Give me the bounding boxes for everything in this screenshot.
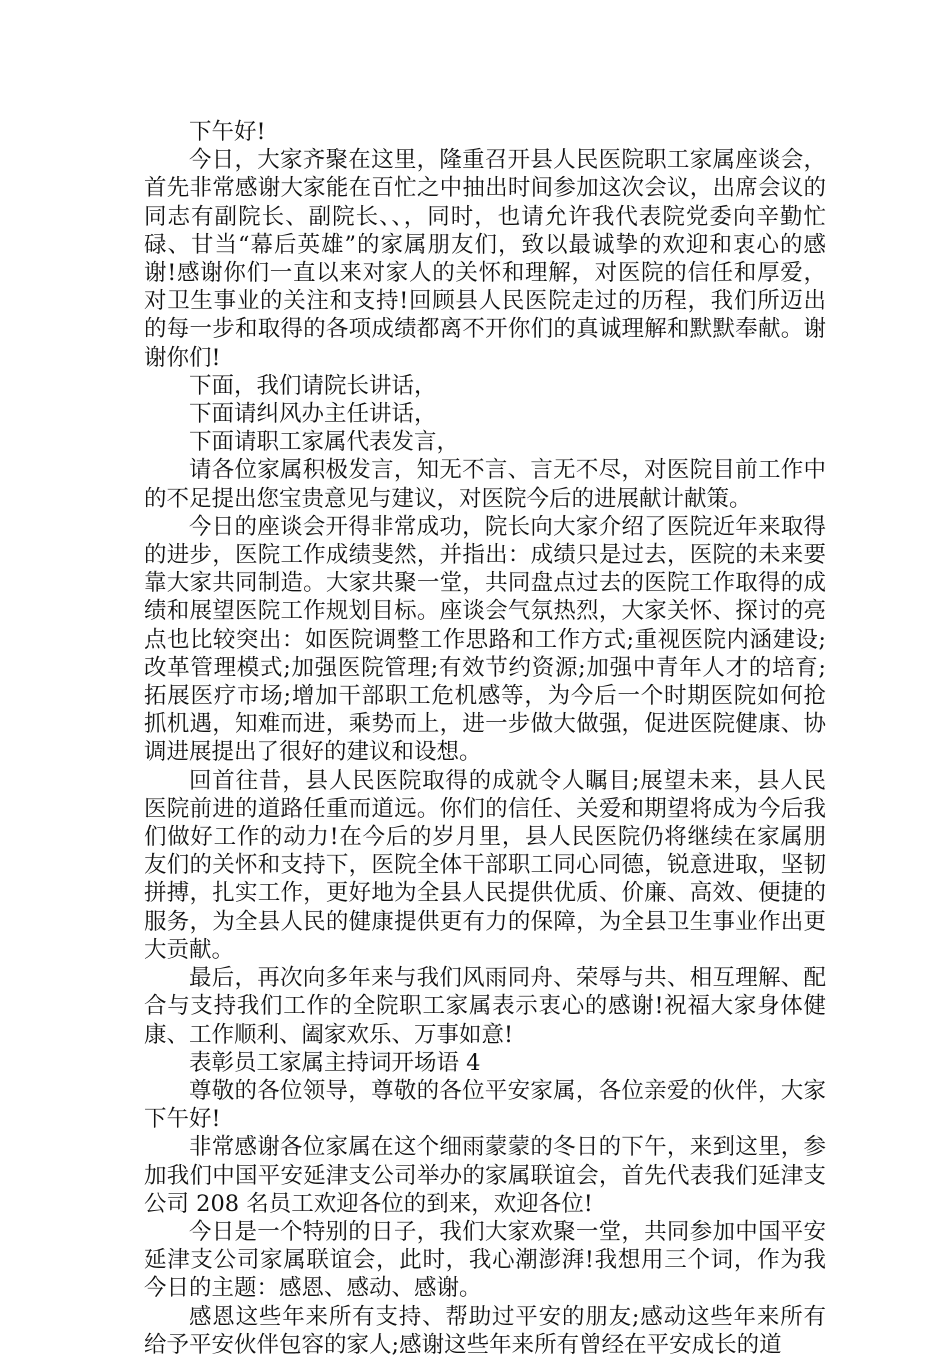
paragraph-special-day: 今日是一个特别的日子，我们大家欢聚一堂，共同参加中国平安延津支公司家属联谊会，此时，我心潮澎湃!我想用三个词，作为我今日的主题：感恩、感动、感谢。	[144, 1218, 826, 1302]
document-body	[144, 118, 826, 1359]
paragraph-director-speech: 下面请纠风办主任讲话，	[189, 401, 437, 428]
paragraph-welcome: 今日，大家齐聚在这里，隆重召开县人民医院职工家属座谈会，首先非常感谢大家能在百忙之中抽出时间参加这次会议，出席会议的同志有副院长、副院长、、，同时，也请允许我代表院党委向辛勤忙碌、甘当“幕后英雄”的家属朋友们，致以最诚挚的欢迎和衷心的感谢!感谢你们一直以来对家人的关怀和理解，对医院的信任和厚爱，对卫生事业的关注和支持!回顾县人民医院走过的历程，我们所迈出的每一步和取得的各项成绩都离不开你们的真诚理解和默默奉献。谢谢你们!	[144, 147, 826, 371]
paragraph-appreciation: 非常感谢各位家属在这个细雨蒙蒙的冬日的下午，来到这里，参加我们中国平安延津支公司举办的家属联谊会，首先代表我们延津支公司 208 名员工欢迎各位的到来，欢迎各位!	[144, 1134, 826, 1217]
paragraph-salutation: 尊敬的各位领导，尊敬的各位平安家属，各位亲爱的伙伴，大家下午好!	[144, 1077, 826, 1133]
paragraph-family-representative: 下面请职工家属代表发言，	[189, 429, 460, 456]
paragraph-president-speech: 下面，我们请院长讲话，	[189, 372, 437, 399]
paragraph-gratitude: 感恩这些年来所有支持、帮助过平安的朋友;感动这些年来所有给予平安伙伴包容的家人;感谢这些年来所有曾经在平安成长的道	[144, 1303, 826, 1358]
paragraph-invite-comments: 请各位家属积极发言，知无不言、言无不尽，对医院目前工作中的不足提出您宝贵意见与建议，对医院今后的进展献计献策。	[144, 457, 826, 512]
paragraph-greeting: 下午好!	[189, 119, 266, 145]
paragraph-meeting-summary: 今日的座谈会开得非常成功，院长向大家介绍了医院近年来取得的进步，医院工作成绩斐然，并指出：成绩只是过去，医院的未来要靠大家共同制造。大家共聚一堂，共同盘点过去的医院工作取得的成绩和展望医院工作规划目标。座谈会气氛热烈，大家关怀、探讨的亮点也比较突出：如医院调整工作思路和工作方式;重视医院内涵建设;改革管理模式;加强医院管理;有效节约资源;加强中青年人才的培育;拓展医疗市场;增加干部职工危机感等，为今后一个时期医院如何抢抓机遇，知难而进，乘势而上，进一步做大做强，促进医院健康、协调进展提出了很好的建议和设想。	[144, 513, 826, 766]
paragraph-outlook: 回首往昔，县人民医院取得的成就令人瞩目;展望未来，县人民医院前进的道路任重而道远。你们的信任、关爱和期望将成为今后我们做好工作的动力!在今后的岁月里，县人民医院仍将继续在家属朋友们的关怀和支持下，医院全体干部职工同心同德，锐意进取，坚韧拼搏，扎实工作，更好地为全县人民提供优质、价廉、高效、便捷的服务，为全县人民的健康提供更有力的保障，为全县卫生事业作出更大贡献。	[144, 767, 826, 963]
section-heading: 表彰员工家属主持词开场语 4	[189, 1049, 481, 1076]
paragraph-closing-thanks: 最后，再次向多年来与我们风雨同舟、荣辱与共、相互理解、配合与支持我们工作的全院职工家属表示衷心的感谢!祝福大家身体健康、工作顺利、阖家欢乐、万事如意!	[144, 965, 826, 1048]
